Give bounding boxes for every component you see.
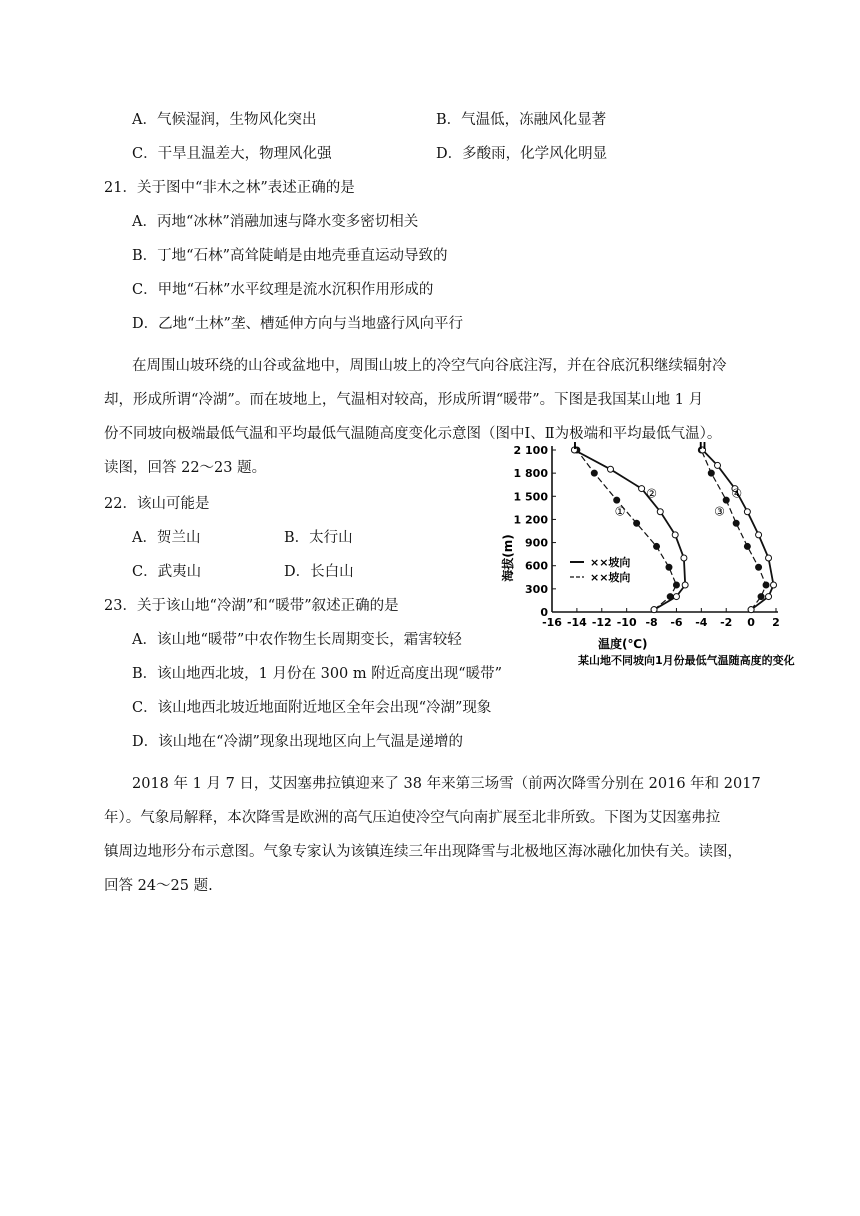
q23-option-a: A．该山地“暖带”中农作物生长周期变长，霜害较轻 bbox=[132, 632, 462, 648]
x-tick-label: 0 bbox=[747, 616, 755, 629]
group-label-ii: II bbox=[698, 441, 707, 452]
series-label: ② bbox=[646, 486, 658, 501]
x-tick-label: -2 bbox=[720, 616, 733, 629]
q20-option-c: C．干旱且温差大，物理风化强 bbox=[132, 146, 332, 162]
data-point bbox=[673, 594, 679, 600]
data-point bbox=[634, 520, 640, 526]
data-point bbox=[639, 486, 645, 492]
legend-label: ××坡向 bbox=[590, 571, 631, 584]
x-tick-label: -8 bbox=[645, 616, 658, 629]
q22-option-d: D．长白山 bbox=[284, 564, 354, 580]
chart-axes bbox=[514, 444, 780, 629]
data-point bbox=[744, 543, 750, 549]
q20-option-a: A．气候湿润，生物风化突出 bbox=[132, 112, 317, 128]
q21-option-c: C．甲地“石林”水平纹理是流水沉积作用形成的 bbox=[132, 282, 434, 298]
series-label: ③ bbox=[714, 504, 725, 519]
y-tick-label: 1 500 bbox=[513, 490, 548, 504]
y-tick-label: 1 200 bbox=[513, 513, 548, 527]
data-point bbox=[681, 555, 687, 561]
data-point bbox=[744, 509, 750, 515]
y-tick-label: 1 800 bbox=[513, 467, 548, 481]
passage2-line3: 镇周边地形分布示意图。气象专家认为该镇连续三年出现降雪与北极地区海冰融化加快有关。读图， bbox=[104, 844, 742, 860]
x-tick-label: -10 bbox=[616, 616, 637, 629]
q22-stem: 22．该山可能是 bbox=[104, 496, 210, 512]
y-tick-label: 0 bbox=[540, 606, 548, 619]
q21-stem: 21．关于图中“非木之林”表述正确的是 bbox=[104, 180, 355, 196]
data-point bbox=[756, 564, 762, 570]
y-tick-label: 300 bbox=[525, 582, 548, 596]
q21-option-b: B．丁地“石林”高耸陡峭是由地壳垂直运动导致的 bbox=[132, 248, 448, 264]
group-label-i: I bbox=[573, 441, 577, 452]
chart-y-axis-label: 海拔(m) bbox=[501, 534, 515, 582]
passage1-line4: 读图，回答 22～23 题。 bbox=[104, 460, 267, 476]
data-point bbox=[672, 532, 678, 538]
data-point bbox=[723, 497, 729, 503]
data-point bbox=[682, 582, 688, 588]
chart-legend bbox=[570, 555, 630, 584]
q22-option-a: A．贺兰山 bbox=[132, 530, 201, 546]
data-point bbox=[654, 543, 660, 549]
q22-option-c: C．武夷山 bbox=[132, 564, 202, 580]
passage1-line1: 在周围山坡环绕的山谷或盆地中，周围山坡上的冷空气向谷底注泻，并在谷底沉积继续辐射冷 bbox=[132, 358, 727, 374]
passage1-line2: 却，形成所谓“冷湖”。而在坡地上，气温相对较高，形成所谓“暖带”。下图是我国某山地 1 月 bbox=[104, 392, 704, 408]
q23-option-c: C．该山地西北坡近地面附近地区全年会出现“冷湖”现象 bbox=[132, 700, 492, 716]
q20-option-b: B．气温低，冻融风化显著 bbox=[436, 112, 607, 128]
data-point bbox=[756, 532, 762, 538]
data-point bbox=[591, 470, 597, 476]
temperature-altitude-chart bbox=[500, 440, 850, 680]
data-point bbox=[666, 564, 672, 570]
chart-x-axis-label: 温度(℃) bbox=[598, 637, 648, 651]
series-label: ① bbox=[614, 504, 626, 519]
x-tick-label: -12 bbox=[591, 616, 612, 629]
data-point bbox=[748, 607, 754, 613]
data-point bbox=[766, 555, 772, 561]
q20-option-d: D．多酸雨，化学风化明显 bbox=[436, 146, 608, 162]
x-tick-label: -16 bbox=[542, 616, 562, 629]
x-tick-label: -14 bbox=[566, 616, 587, 629]
q22-option-b: B．太行山 bbox=[284, 530, 353, 546]
passage2-line2: 年）。气象局解释，本次降雪是欧洲的高气压迫使冷空气向南扩展至北非所致。下图为艾因塞弗拉 bbox=[104, 810, 721, 826]
data-point bbox=[733, 520, 739, 526]
passage2-line1: 2018 年 1 月 7 日，艾因塞弗拉镇迎来了 38 年来第三场雪（前两次降雪分别在 2016 年和 2017 bbox=[132, 776, 761, 792]
chart-series bbox=[571, 441, 776, 613]
data-point bbox=[758, 594, 764, 600]
data-point bbox=[657, 509, 663, 515]
data-point bbox=[607, 466, 613, 472]
data-point bbox=[763, 582, 769, 588]
data-point bbox=[708, 470, 714, 476]
q21-option-a: A．丙地“冰林”消融加速与降水变多密切相关 bbox=[132, 214, 419, 230]
passage2-line4: 回答 24～25 题. bbox=[104, 878, 213, 894]
q23-option-b: B．该山地西北坡，1 月份在 300 m 附近高度出现“暖带” bbox=[132, 666, 503, 682]
q21-option-d: D．乙地“土林”垄、槽延伸方向与当地盛行风向平行 bbox=[132, 316, 463, 332]
passage1-line3: 份不同坡向极端最低气温和平均最低气温随高度变化示意图（图中Ⅰ、Ⅱ为极端和平均最低气温）。 bbox=[104, 426, 722, 442]
x-tick-label: -4 bbox=[695, 616, 708, 629]
x-tick-label: -6 bbox=[670, 616, 683, 629]
y-tick-label: 600 bbox=[525, 559, 548, 573]
data-point bbox=[614, 497, 620, 503]
x-tick-label: 2 bbox=[772, 616, 780, 629]
data-point bbox=[651, 607, 657, 613]
data-point bbox=[766, 594, 772, 600]
chart-title: 某山地不同坡向1月份最低气温随高度的变化 bbox=[578, 654, 795, 667]
data-point bbox=[771, 582, 777, 588]
series-label: ④ bbox=[731, 486, 743, 501]
q23-stem: 23．关于该山地“冷湖”和“暖带”叙述正确的是 bbox=[104, 598, 399, 614]
y-tick-label: 2 100 bbox=[513, 444, 548, 457]
legend-label: ××坡向 bbox=[590, 556, 631, 569]
data-point bbox=[715, 462, 721, 468]
q23-option-d: D．该山地在“冷湖”现象出现地区向上气温是递增的 bbox=[132, 734, 463, 750]
y-tick-label: 900 bbox=[525, 536, 548, 550]
data-point bbox=[673, 582, 679, 588]
